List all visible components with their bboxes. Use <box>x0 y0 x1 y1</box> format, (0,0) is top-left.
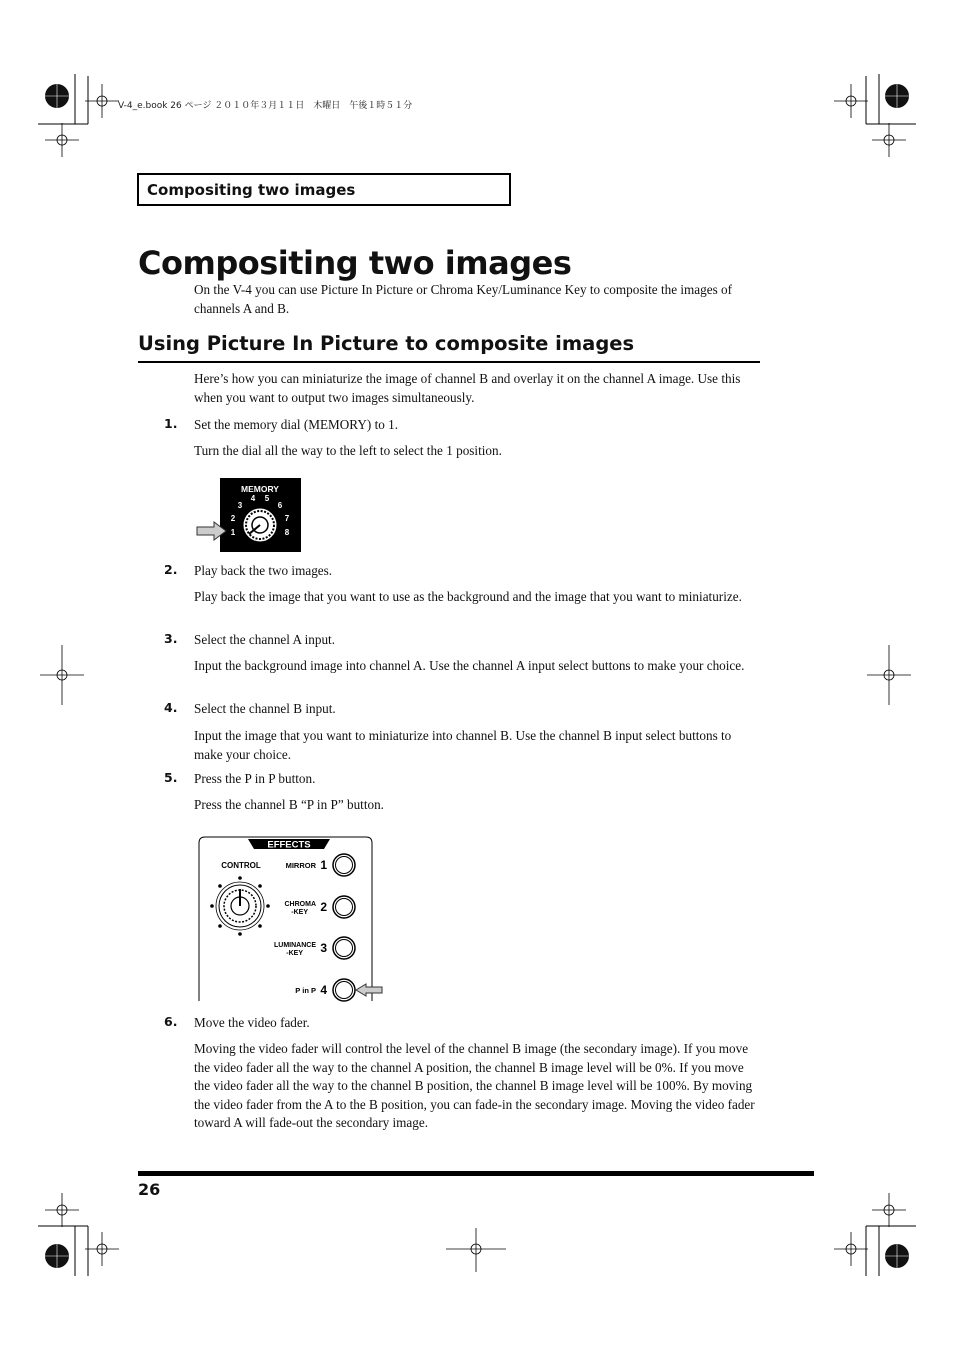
dial-pos-8: 8 <box>284 528 290 537</box>
section-intro: Here’s how you can miniaturize the image of channel B and overlay it on the channel A image. Use this when you want to output two images simultaneously. <box>194 371 741 405</box>
effect-label-mirror: MIRROR <box>285 861 316 870</box>
step-number: 3. <box>164 631 178 646</box>
effect-number-1: 1 <box>320 858 327 872</box>
step-body: Input the image that you want to miniaturize into channel B. Use the channel B input select buttons to make your choice. <box>194 728 732 762</box>
dial-pos-1: 1 <box>230 528 236 537</box>
dial-pos-7: 7 <box>284 514 290 523</box>
running-header-text: Compositing two images <box>147 181 356 199</box>
dial-pos-5: 5 <box>264 494 270 503</box>
effect-label-chroma: CHROMA <box>284 901 316 908</box>
step-number: 6. <box>164 1014 178 1029</box>
effect-label-luminance-2: -KEY <box>286 950 303 957</box>
step-body: Input the background image into channel A. Use the channel A input select buttons to make your choice. <box>194 658 745 673</box>
footer-rule <box>138 1171 814 1176</box>
step-body: Turn the dial all the way to the left to select the 1 position. <box>194 443 502 458</box>
effects-panel-figure <box>196 835 386 1005</box>
step-title: Play back the two images. <box>194 563 333 578</box>
dial-pos-4: 4 <box>250 494 256 503</box>
dial-pos-6: 6 <box>277 501 283 510</box>
step-title: Move the video fader. <box>194 1015 310 1030</box>
step-title: Set the memory dial (MEMORY) to 1. <box>194 417 399 432</box>
effects-title: EFFECTS <box>267 839 311 851</box>
dial-pos-2: 2 <box>230 514 236 523</box>
step-number: 1. <box>164 416 178 431</box>
effect-label-chroma-2: -KEY <box>291 909 308 916</box>
step-number: 5. <box>164 770 178 785</box>
step-body: Press the channel B “P in P” button. <box>194 797 384 812</box>
step-title: Press the P in P button. <box>194 771 316 786</box>
effect-number-3: 3 <box>320 941 327 955</box>
section-heading: Using Picture In Picture to composite images <box>138 332 760 363</box>
control-knob-icon <box>210 876 270 936</box>
step-body: Play back the image that you want to use as the background and the image that you want to miniaturize. <box>194 589 742 604</box>
intro-paragraph: On the V-4 you can use Picture In Picture or Chroma Key/Luminance Key to composite the images of channels A and B. <box>194 282 732 316</box>
step-title: Select the channel B input. <box>194 701 336 716</box>
arrow-pointer-icon <box>356 984 382 996</box>
step-title: Select the channel A input. <box>194 632 335 647</box>
step-body: Moving the video fader will control the level of the channel B image (the secondary image). If you move the video fader all the way to the channel A position, the channel B image level will be 0%. If you move the video fader all the way to the channel B position, the channel B image level will be 100%. By moving the video fader from the A to the B position, you can fade-in the secondary image. Moving the video fader toward A will fade-out the secondary image. <box>194 1041 755 1130</box>
effect-number-4: 4 <box>320 983 327 997</box>
dial-pos-3: 3 <box>237 501 243 510</box>
effect-number-2: 2 <box>320 900 327 914</box>
effect-label-pinp: P in P <box>295 986 316 995</box>
page-title: Compositing two images <box>138 244 572 282</box>
running-header <box>137 173 511 206</box>
control-label: CONTROL <box>221 861 261 870</box>
print-header: V-4_e.book 26 ページ ２０１０年３月１１日 木曜日 午後１時５１分 <box>118 101 413 111</box>
step-number: 4. <box>164 700 178 715</box>
step-number: 2. <box>164 562 178 577</box>
memory-dial-figure <box>196 477 302 553</box>
effect-label-luminance: LUMINANCE <box>274 942 316 949</box>
page-number: 26 <box>138 1180 161 1199</box>
memory-label: MEMORY <box>241 484 279 494</box>
